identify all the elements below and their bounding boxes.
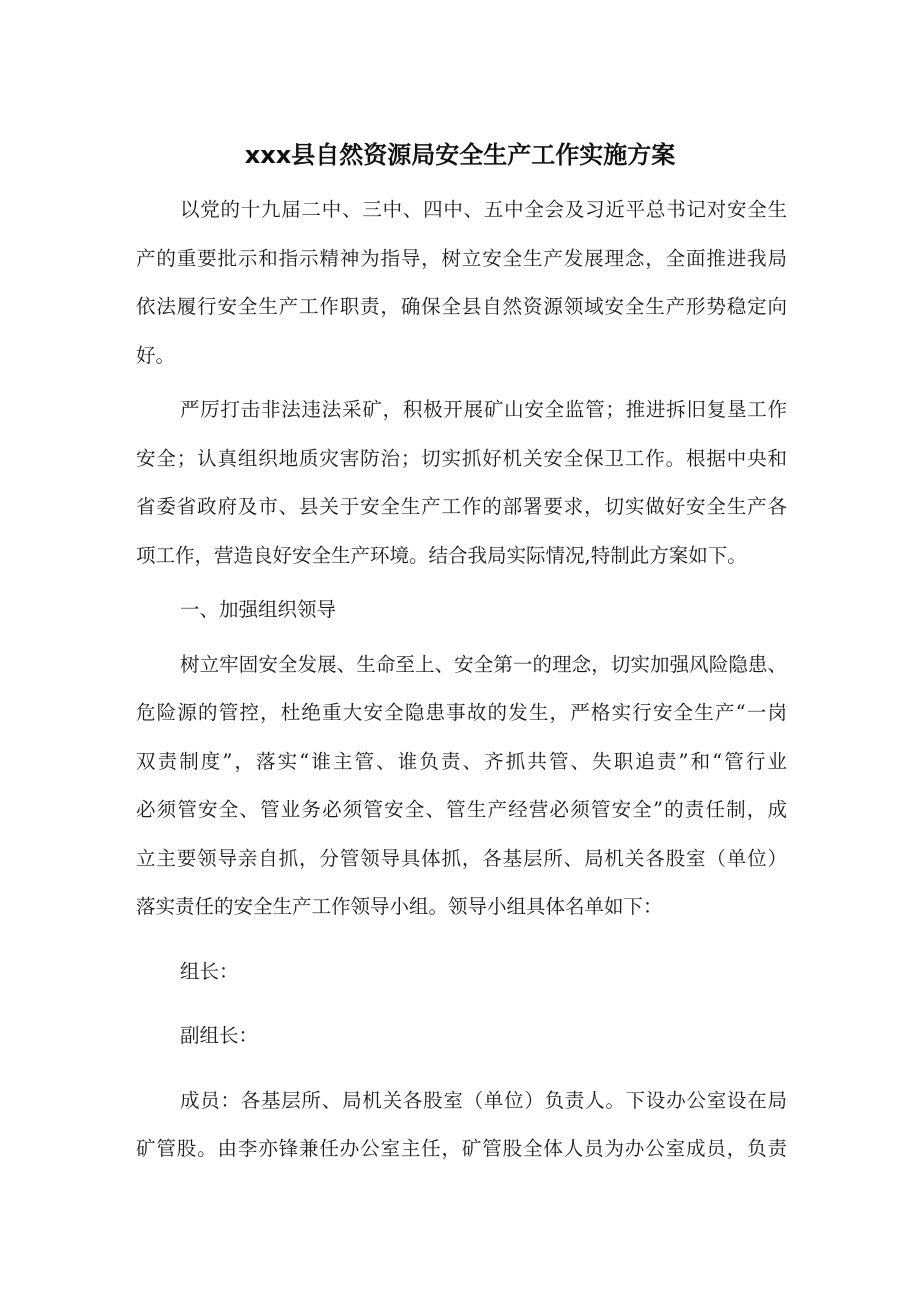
paragraph-line: 严厉打击非法违法采矿，积极开展矿山安全监管；推进拆旧复垦工作 (180, 398, 787, 421)
paragraph (136, 386, 787, 580)
paragraph-line: 依法履行安全生产工作职责，确保全县自然资源领域安全生产形势稳定向 (136, 295, 787, 318)
paragraph (136, 586, 787, 635)
paragraph-line: 副组长： (180, 1024, 259, 1047)
paragraph-line: 立主要领导亲自抓，分管领导具体抓，各基层所、局机关各股室（单位） (136, 846, 787, 870)
paragraph (136, 1012, 787, 1061)
paragraph-line: 组长： (180, 959, 239, 983)
paragraph-line: 一、加强组织领导 (180, 598, 337, 621)
paragraph-line: 产的重要批示和指示精神为指导，树立安全生产发展理念，全面推进我局 (136, 246, 787, 270)
document-title: xxx县自然资源局安全生产工作实施方案 (244, 141, 676, 169)
paragraph-line: 省委省政府及市、县关于安全生产工作的部署要求，切实做好安全生产各 (136, 495, 787, 518)
paragraph (136, 1077, 787, 1174)
paragraph-line: 树立牢固安全发展、生命至上、安全第一的理念，切实加强风险隐患、 (180, 652, 787, 676)
paragraph-line: 安全；认真组织地质灾害防治；切实抓好机关安全保卫工作。根据中央和 (136, 446, 787, 470)
paragraph-line: 矿管股。由李亦锋兼任办公室主任，矿管股全体人员为办公室成员，负责 (136, 1137, 787, 1160)
paragraph (136, 641, 787, 932)
paragraph-line: 以党的十九届二中、三中、四中、五中全会及习近平总书记对安全生 (180, 198, 787, 221)
paragraph-line: 成员：各基层所、局机关各股室（单位）负责人。下设办公室设在局 (180, 1088, 787, 1112)
paragraph-line: 落实责任的安全生产工作领导小组。领导小组具体名单如下： (136, 895, 663, 918)
paragraph (136, 186, 787, 380)
paragraph (136, 948, 787, 997)
document-body (136, 186, 787, 1180)
paragraph-line: 项工作，营造良好安全生产环境。结合我局实际情况,特制此方案如下。 (136, 543, 747, 567)
paragraph-line: 双责制度”，落实“谁主管、谁负责、齐抓共管、失职追责”和“管行业 (136, 749, 787, 773)
paragraph-line: 危险源的管控，杜绝重大安全隐患事故的发生，严格实行安全生产“一岗 (136, 701, 787, 724)
paragraph-line: 必须管安全、管业务必须管安全、管生产经营必须管安全”的责任制，成 (136, 798, 787, 821)
paragraph-line: 好。 (136, 343, 176, 367)
